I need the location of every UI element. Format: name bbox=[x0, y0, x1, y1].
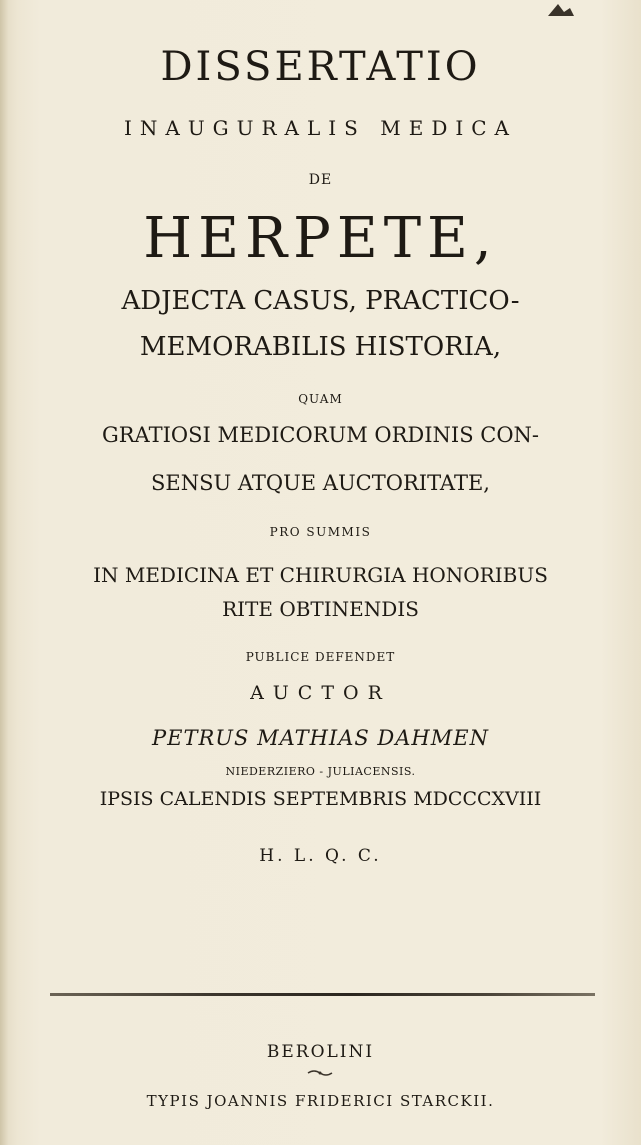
rite-line: RITE OBTINENDIS bbox=[222, 597, 419, 621]
author-origin: NIEDERZIERO - JULIACENSIS. bbox=[225, 765, 416, 778]
quam-word: QUAM bbox=[298, 392, 343, 406]
auctor-word: AUCTOR bbox=[250, 682, 391, 704]
adjecta-line: ADJECTA CASUS, PRACTICO- bbox=[121, 286, 520, 316]
memorabilis-line: MEMORABILIS HISTORIA, bbox=[139, 332, 502, 362]
dissertation-subtitle: INAUGURALIS MEDICA bbox=[123, 116, 518, 140]
corner-mark-icon bbox=[540, 0, 580, 18]
pro-summis-line: PRO SUMMIS bbox=[269, 525, 372, 539]
place-of-publication: BEROLINI bbox=[266, 1042, 375, 1062]
subject-heading: HERPETE, bbox=[143, 206, 498, 271]
sensu-line: SENSU ATQUE AUCTORITATE, bbox=[151, 471, 490, 495]
ornament-icon bbox=[300, 1069, 340, 1077]
author-name: PETRUS MATHIAS DAHMEN bbox=[152, 726, 489, 750]
hlqc-line: H. L. Q. C. bbox=[259, 846, 382, 866]
de-word: DE bbox=[308, 172, 333, 188]
printer-line: TYPIS JOANNIS FRIDERICI STARCKII. bbox=[146, 1092, 495, 1110]
gratiosi-line: GRATIOSI MEDICORUM ORDINIS CON- bbox=[101, 423, 540, 447]
dissertation-title: DISSERTATIO bbox=[160, 44, 481, 90]
in-medicina-line: IN MEDICINA ET CHIRURGIA HONORIBUS bbox=[93, 563, 548, 587]
divider-rule bbox=[50, 993, 595, 996]
publice-line: PUBLICE DEFENDET bbox=[245, 650, 396, 664]
date-line: IPSIS CALENDIS SEPTEMBRIS MDCCCXVIII bbox=[99, 788, 542, 810]
